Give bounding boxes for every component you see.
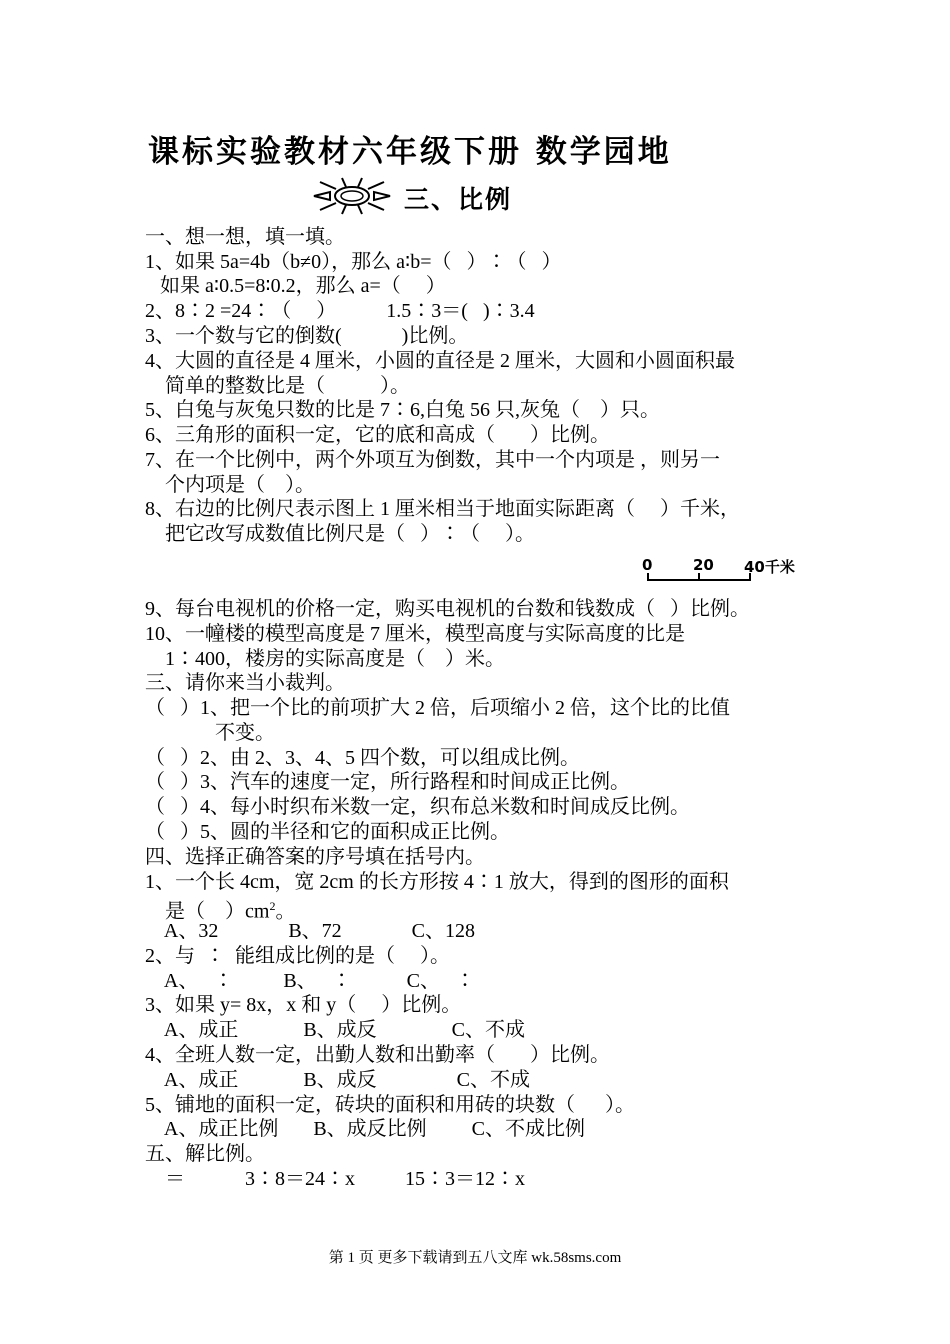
- choice-4-options: A、成正 B、成反 C、不成: [145, 1069, 531, 1091]
- page-footer: 第 1 页 更多下载请到五八文库 wk.58sms.com: [328, 1250, 622, 1266]
- section-4-heading: 四、选择正确答案的序号填在括号内。: [145, 846, 485, 868]
- choice-1-cont-end: 。: [275, 900, 296, 923]
- section-5-heading: 五、解比例。: [145, 1143, 265, 1165]
- squared-superscript: 2: [269, 899, 276, 913]
- choice-1-options: A、32 B、72 C、128: [145, 920, 476, 942]
- judge-3: （ ）3、汽车的速度一定，所行路程和时间成正比例。: [145, 771, 630, 793]
- scale-label-0: 0: [642, 556, 653, 574]
- question-7: 7、在一个比例中，两个外项互为倒数，其中一个内项是 ，则另一: [145, 449, 720, 471]
- question-6: 6、三角形的面积一定，它的底和高成（ ）比例。: [145, 424, 610, 446]
- question-3: 3、一个数与它的倒数( )比例。: [145, 325, 469, 347]
- scale-bar: [638, 556, 808, 586]
- scale-bar-line: [638, 556, 808, 586]
- choice-5: 5、铺地的面积一定，砖块的面积和用砖的块数（ ）。: [145, 1094, 635, 1116]
- judge-1-cont: 不变。: [145, 722, 275, 744]
- choice-5-options: A、成正比例 B、成反比例 C、不成比例: [145, 1118, 586, 1140]
- judge-1: （ ）1、把一个比的前项扩大 2 倍，后项缩小 2 倍，这个比的比值: [145, 697, 730, 719]
- choice-1: 1、一个长 4cm，宽 2cm 的长方形按 4∶1 放大，得到的图形的面积: [145, 871, 729, 893]
- choice-3: 3、如果 y= 8x，x 和 y（ ）比例。: [145, 994, 462, 1016]
- choice-4: 4、全班人数一定，出勤人数和出勤率（ ）比例。: [145, 1044, 610, 1066]
- question-4: 4、大圆的直径是 4 厘米，小圆的直径是 2 厘米，大圆和小圆面积最: [145, 350, 735, 372]
- question-9: 9、每台电视机的价格一定，购买电视机的台数和钱数成（ ）比例。: [145, 598, 750, 620]
- question-4-cont: 简单的整数比是（ ）。: [145, 375, 410, 397]
- question-2: 2、8∶2 =24∶（ ） 1.5∶3＝( )∶3.4: [145, 300, 535, 322]
- section-title: 三、比例: [404, 185, 513, 214]
- section-1-heading: 一、想一想，填一填。: [145, 226, 345, 248]
- question-5: 5、白兔与灰兔只数的比是 7∶6,白兔 56 只,灰兔（ ）只。: [145, 399, 660, 421]
- choice-1-cont-text: 是（ ）cm: [145, 900, 270, 923]
- question-8-cont: 把它改写成数值比例尺是（ ）∶（ ）。: [145, 523, 535, 545]
- judge-4: （ ）4、每小时织布米数一定，织布总米数和时间成反比例。: [145, 796, 690, 818]
- question-10: 10、一幢楼的模型高度是 7 厘米，模型高度与实际高度的比是: [145, 623, 685, 645]
- judge-2: （ ）2、由 2、3、4、5 四个数，可以组成比例。: [145, 747, 580, 769]
- question-8: 8、右边的比例尺表示图上 1 厘米相当于地面实际距离（ ）千米，: [145, 498, 740, 520]
- solve-proportions: ＝ 3∶8＝24∶x 15∶3＝12∶x: [145, 1168, 525, 1190]
- question-7-cont: 个内项是（ ）。: [145, 474, 315, 496]
- choice-2: 2、与 ∶ 能组成比例的是（ ）。: [145, 945, 450, 967]
- question-1a: 1、如果 5a=4b（b≠0），那么 a∶b=（ ）∶（ ）: [145, 251, 562, 273]
- choice-3-options: A、成正 B、成反 C、不成: [145, 1019, 526, 1041]
- section-3-heading: 三、请你来当小裁判。: [145, 672, 345, 694]
- scale-label-20: 20: [693, 556, 714, 574]
- question-10-cont: 1∶400，楼房的实际高度是（ ）米。: [145, 648, 505, 670]
- scale-label-40: 40千米: [744, 558, 795, 576]
- question-1b: 如果 a∶0.5=8∶0.2，那么 a=（ ）: [145, 275, 446, 297]
- judge-5: （ ）5、圆的半径和它的面积成正比例。: [145, 821, 510, 843]
- page-title: 课标实验教材六年级下册 数学园地: [148, 134, 672, 170]
- choice-2-options: A、 ∶ B、 ∶ C、 ∶: [145, 970, 476, 992]
- sun-icon: [312, 176, 392, 216]
